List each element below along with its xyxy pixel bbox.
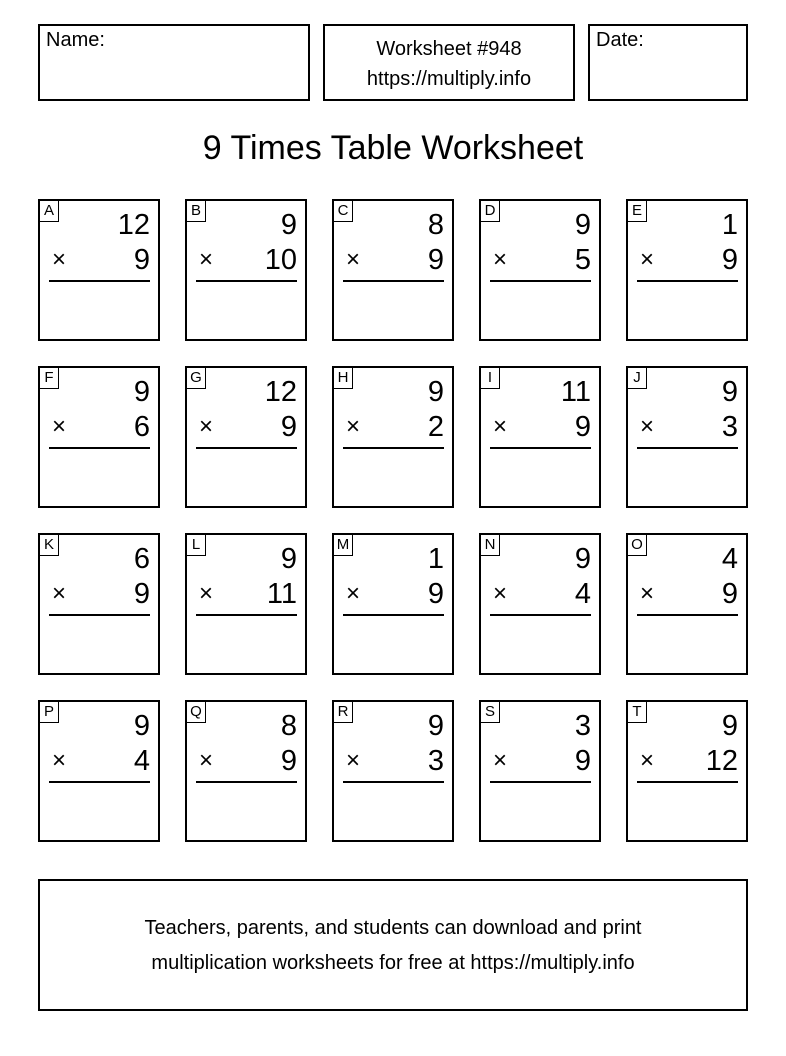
- multiplicand: 9: [427, 376, 444, 408]
- answer-line: [196, 614, 297, 616]
- problem-grid: [38, 199, 748, 842]
- problem-card-d: [479, 199, 601, 341]
- problem-card-f: [38, 366, 160, 508]
- answer-line: [490, 781, 591, 783]
- multiplier: 10: [264, 244, 297, 276]
- multiply-sign: ×: [640, 580, 655, 607]
- answer-line: [49, 781, 150, 783]
- multiplicand: 12: [117, 209, 150, 241]
- multiply-sign: ×: [52, 747, 67, 774]
- answer-line: [196, 447, 297, 449]
- answer-line: [49, 447, 150, 449]
- multiplicand: 6: [133, 543, 150, 575]
- page-title: 9 Times Table Worksheet: [202, 129, 584, 167]
- multiplicand: 9: [574, 543, 591, 575]
- multiply-sign: ×: [640, 413, 655, 440]
- date-label: Date:: [596, 29, 644, 51]
- answer-line: [49, 280, 150, 282]
- answer-line: [343, 614, 444, 616]
- multiplicand: 9: [280, 543, 297, 575]
- multiply-sign: ×: [52, 413, 67, 440]
- answer-line: [343, 447, 444, 449]
- problem-card-j: [626, 366, 748, 508]
- name-label: Name:: [46, 29, 105, 51]
- answer-line: [196, 280, 297, 282]
- multiplier: 3: [427, 745, 444, 777]
- problem-letter: N: [481, 535, 500, 556]
- multiply-sign: ×: [199, 246, 214, 273]
- problem-letter: H: [334, 368, 353, 389]
- multiplier: 9: [133, 244, 150, 276]
- problem-card-g: [185, 366, 307, 508]
- footer-box: [38, 879, 748, 1011]
- problem-card-k: [38, 533, 160, 675]
- problem-letter: G: [187, 368, 206, 389]
- answer-line: [343, 280, 444, 282]
- answer-line: [49, 614, 150, 616]
- answer-line: [637, 614, 738, 616]
- multiply-sign: ×: [52, 580, 67, 607]
- problem-card-c: [332, 199, 454, 341]
- multiply-sign: ×: [493, 246, 508, 273]
- problem-letter: S: [481, 702, 500, 723]
- problem-letter: D: [481, 201, 500, 222]
- multiplicand: 9: [721, 376, 738, 408]
- problem-letter: I: [481, 368, 500, 389]
- problem-letter: R: [334, 702, 353, 723]
- problem-letter: F: [40, 368, 59, 389]
- multiplicand: 9: [133, 376, 150, 408]
- multiply-sign: ×: [493, 747, 508, 774]
- multiply-sign: ×: [52, 246, 67, 273]
- problem-letter: J: [628, 368, 647, 389]
- problem-letter: O: [628, 535, 647, 556]
- problem-letter: Q: [187, 702, 206, 723]
- problem-card-l: [185, 533, 307, 675]
- answer-line: [490, 447, 591, 449]
- multiplicand: 12: [264, 376, 297, 408]
- problem-letter: E: [628, 201, 647, 222]
- multiplier: 9: [721, 244, 738, 276]
- answer-line: [196, 781, 297, 783]
- multiply-sign: ×: [346, 413, 361, 440]
- problem-letter: K: [40, 535, 59, 556]
- problem-card-h: [332, 366, 454, 508]
- multiplicand: 9: [427, 710, 444, 742]
- answer-line: [637, 280, 738, 282]
- multiply-sign: ×: [346, 580, 361, 607]
- problem-letter: T: [628, 702, 647, 723]
- multiplier: 3: [721, 411, 738, 443]
- multiply-sign: ×: [199, 580, 214, 607]
- multiplicand: 9: [721, 710, 738, 742]
- multiplier: 9: [280, 411, 297, 443]
- worksheet-number: Worksheet #948: [376, 38, 522, 60]
- problem-card-s: [479, 700, 601, 842]
- problem-card-o: [626, 533, 748, 675]
- multiply-sign: ×: [199, 413, 214, 440]
- multiplier: 6: [133, 411, 150, 443]
- multiplicand: 11: [560, 376, 591, 408]
- problem-card-t: [626, 700, 748, 842]
- multiply-sign: ×: [640, 246, 655, 273]
- problem-letter: L: [187, 535, 206, 556]
- multiplier: 9: [133, 578, 150, 610]
- problem-card-r: [332, 700, 454, 842]
- problem-card-p: [38, 700, 160, 842]
- multiplicand: 4: [721, 543, 738, 575]
- problem-card-n: [479, 533, 601, 675]
- multiplicand: 8: [280, 710, 297, 742]
- footer-line-1: Teachers, parents, and students can download and print: [144, 917, 642, 939]
- problem-card-m: [332, 533, 454, 675]
- footer-line-2: multiplication worksheets for free at https://multiply.info: [151, 952, 635, 974]
- date-field[interactable]: [588, 24, 748, 101]
- multiplier: 9: [574, 745, 591, 777]
- multiplier: 11: [266, 578, 297, 610]
- answer-line: [343, 781, 444, 783]
- problem-card-i: [479, 366, 601, 508]
- multiplicand: 9: [280, 209, 297, 241]
- problem-letter: A: [40, 201, 59, 222]
- problem-card-a: [38, 199, 160, 341]
- multiply-sign: ×: [199, 747, 214, 774]
- multiply-sign: ×: [493, 413, 508, 440]
- multiplicand: 8: [427, 209, 444, 241]
- multiplier: 2: [427, 411, 444, 443]
- multiplier: 9: [427, 244, 444, 276]
- multiplier: 12: [705, 745, 738, 777]
- multiply-sign: ×: [640, 747, 655, 774]
- multiplicand: 9: [574, 209, 591, 241]
- multiply-sign: ×: [346, 747, 361, 774]
- multiplicand: 3: [574, 710, 591, 742]
- problem-card-b: [185, 199, 307, 341]
- multiplier: 4: [574, 578, 591, 610]
- multiplicand: 9: [133, 710, 150, 742]
- problem-letter: B: [187, 201, 206, 222]
- answer-line: [490, 614, 591, 616]
- multiplier: 9: [721, 578, 738, 610]
- multiply-sign: ×: [346, 246, 361, 273]
- problem-letter: M: [334, 535, 353, 556]
- multiply-sign: ×: [493, 580, 508, 607]
- multiplier: 5: [574, 244, 591, 276]
- answer-line: [637, 447, 738, 449]
- answer-line: [637, 781, 738, 783]
- answer-line: [490, 280, 591, 282]
- multiplicand: 1: [427, 543, 444, 575]
- multiplier: 9: [574, 411, 591, 443]
- multiplier: 9: [427, 578, 444, 610]
- worksheet-info-box: [323, 24, 575, 101]
- problem-card-e: [626, 199, 748, 341]
- problem-letter: C: [334, 201, 353, 222]
- multiplier: 9: [280, 745, 297, 777]
- multiplier: 4: [133, 745, 150, 777]
- multiplicand: 1: [721, 209, 738, 241]
- name-field[interactable]: [38, 24, 310, 101]
- problem-letter: P: [40, 702, 59, 723]
- worksheet-url: https://multiply.info: [366, 68, 532, 90]
- problem-card-q: [185, 700, 307, 842]
